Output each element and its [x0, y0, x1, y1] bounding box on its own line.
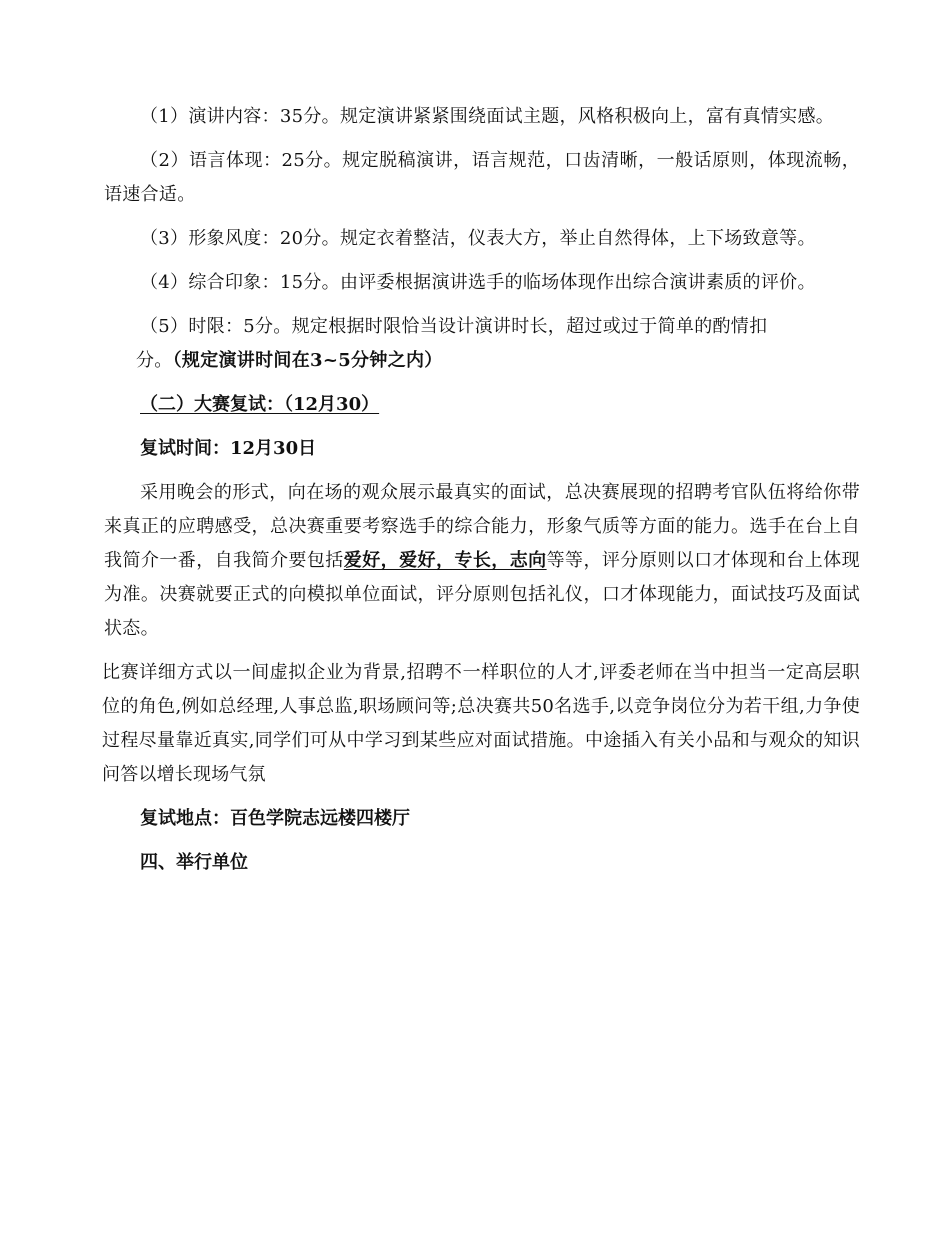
criterion-appearance: （3）形象风度：20分。规定衣着整洁，仪表大方，举止自然得体，上下场致意等。 [140, 228, 816, 249]
criterion-language: （2）语言体现：25分。规定脱稿演讲，语言规范，口齿清晰，一般话原则，体现流畅，语速合适。 [104, 150, 860, 205]
section-organizer-heading: 四、举行单位 [140, 852, 248, 873]
criterion-impression: （4）综合印象：15分。由评委根据演讲选手的临场体现作出综合演讲素质的评价。 [140, 272, 816, 293]
section-final-heading [104, 388, 860, 422]
time-limit-prefix: 分。 [136, 350, 173, 371]
competition-format: 比赛详细方式以一间虚拟企业为背景,招聘不一样职位的人才,评委老师在当中担当一定高层职位的角色,例如总经理,人事总监,职场顾问等;总决赛共50名选手,以竞争岗位分为若干组,力争使过程尽量靠近真实,同学们可从中学习到某些应对面试措施。中途插入有关小品和与观众的知识问答以增长现场气氛 [102, 662, 860, 785]
final-description-before: 采用晚会的形式，向在场的观众展示最真实的面试，总决赛展现的招聘考官队伍将给你带来真正的应聘感受，总决赛重要考察选手的综合能力，形象气质等方面的能力。选手在台上自我简介一番，自我简介要包括 [104, 482, 860, 571]
time-limit-note: （规定演讲时间在3~5分钟之内） [172, 350, 443, 371]
final-description [104, 476, 860, 646]
final-time-label: 复试时间：12月30日 [140, 438, 317, 459]
criterion-content: （1）演讲内容：35分。规定演讲紧紧围绕面试主题，风格积极向上，富有真情实感。 [140, 106, 835, 127]
final-description-after: 等等，评分原则以口才体现和台上体现为准。决赛就要正式的向模拟单位面试，评分原则包括礼仪，口才体现能力，面试技巧及面试状态。 [104, 550, 860, 639]
final-location: 复试地点：百色学院志远楼四楼厅 [140, 808, 410, 829]
final-description-emphasis: 爱好，爱好，专长，志向 [343, 550, 547, 571]
time-limit-continuation [104, 344, 860, 378]
section-final-heading-text: （二）大赛复试：（12月30） [140, 394, 380, 415]
criterion-time-limit: （5）时限：5分。规定根据时限恰当设计演讲时长，超过或过于简单的酌情扣 [140, 316, 768, 337]
